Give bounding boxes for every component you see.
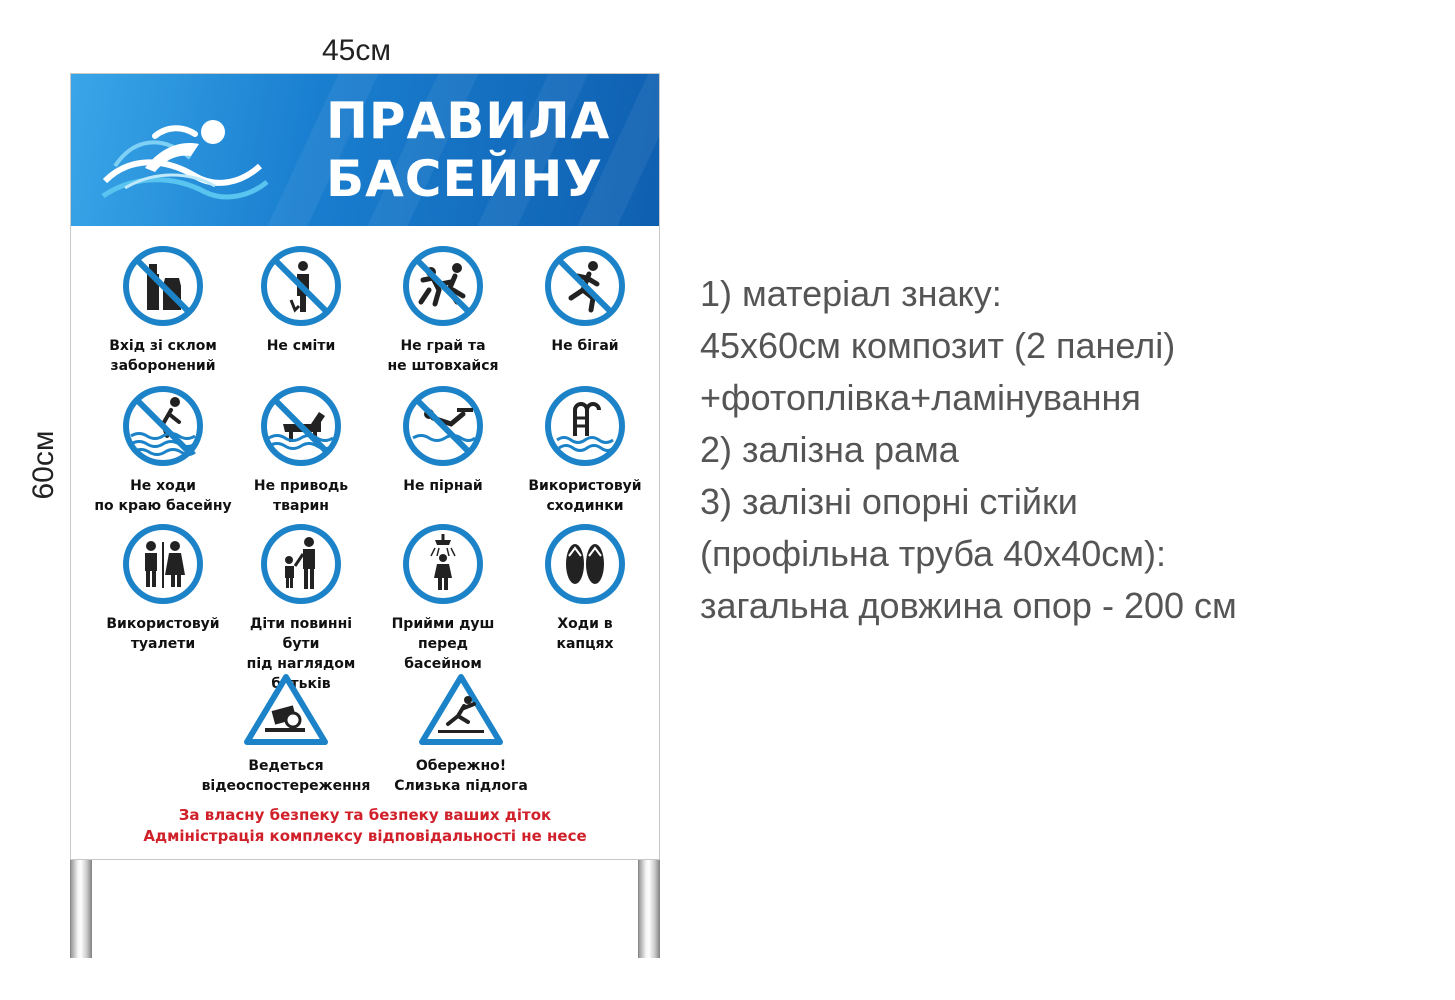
rule-label-line: Не пірнай	[403, 478, 483, 494]
warning-item	[186, 672, 386, 796]
swimmer-logo-icon	[95, 96, 275, 208]
rule-label-line: туалети	[130, 636, 196, 652]
title-line-1: ПРАВИЛА	[326, 92, 611, 150]
rule-item	[373, 244, 513, 376]
rule-label-line: батьків	[271, 676, 331, 692]
parent-child-icon	[259, 522, 343, 606]
warning-label-line: відеоспостереження	[201, 778, 371, 794]
no-animals-icon	[259, 384, 343, 468]
rule-label-line: Не сміти	[266, 338, 336, 354]
toilet-icon	[121, 522, 205, 606]
rule-item	[231, 384, 371, 516]
rule-label-line: Не ходи	[130, 478, 196, 494]
rule-item	[373, 522, 513, 674]
no-glass-bottle-icon	[121, 244, 205, 328]
left-post	[70, 858, 92, 958]
height-dimension-label: 60см	[27, 430, 60, 500]
shower-icon	[401, 522, 485, 606]
support-posts	[70, 858, 660, 958]
rule-label-line: Прийми душ	[391, 616, 495, 632]
rule-label-line: Ходи в	[557, 616, 613, 632]
rule-item	[93, 384, 233, 516]
rule-label-line: перед	[418, 636, 468, 652]
rule-label-line: капцях	[556, 636, 614, 652]
sign-title	[326, 92, 646, 208]
right-post	[638, 858, 660, 958]
rule-label-line: по краю басейну	[94, 498, 232, 514]
no-pushing-icon	[401, 244, 485, 328]
rule-label-line: заборонений	[110, 358, 216, 374]
slippery-floor-warning-icon	[418, 672, 504, 748]
rule-label-line: Використовуй	[106, 616, 220, 632]
warning-label-line: Обережно!	[415, 758, 507, 774]
spec-line: загальна довжина опор - 200 см	[700, 585, 1237, 626]
width-dimension-label: 45см	[322, 34, 391, 67]
warning-label-line: Слизька підлога	[394, 778, 528, 794]
warning-label-line: Ведеться	[248, 758, 324, 774]
disclaimer-line-1: За власну безпеку та безпеку ваших діток	[178, 806, 552, 824]
pool-rules-sign	[70, 73, 660, 860]
no-running-icon	[543, 244, 627, 328]
title-line-2: БАСЕЙНУ	[326, 150, 603, 208]
no-littering-icon	[259, 244, 343, 328]
rule-item	[231, 522, 371, 694]
rule-item	[515, 384, 655, 516]
spec-line: 45х60см композит (2 панелі)	[700, 325, 1176, 366]
warning-item	[361, 672, 561, 796]
rule-label-line: Не грай та	[400, 338, 486, 354]
rule-label-line: Використовуй	[528, 478, 642, 494]
rule-label-line: Вхід зі склом	[109, 338, 217, 354]
rule-item	[93, 522, 233, 654]
rule-label-line: сходинки	[546, 498, 624, 514]
sign-header	[71, 74, 659, 226]
spec-line: 2) залізна рама	[700, 429, 959, 470]
rule-label-line: не штовхайся	[387, 358, 499, 374]
rule-label-line: тварин	[273, 498, 329, 514]
spec-line: 3) залізні опорні стійки	[700, 481, 1078, 522]
rule-item	[515, 244, 655, 356]
no-edge-walking-icon	[121, 384, 205, 468]
rule-label-line: Діти повинні бути	[249, 616, 353, 652]
no-diving-icon	[401, 384, 485, 468]
rule-label-line: під наглядом	[246, 656, 356, 672]
rule-label-line: Не приводь	[253, 478, 349, 494]
liability-disclaimer	[71, 805, 659, 847]
rule-item	[515, 522, 655, 654]
rule-label-line: басейном	[404, 656, 482, 672]
spec-line: +фотоплівка+ламінування	[700, 377, 1141, 418]
disclaimer-line-2: Адміністрація комплексу відповідальності не несе	[143, 827, 587, 845]
spec-line: 1) матеріал знаку:	[700, 273, 1002, 314]
rule-item	[231, 244, 371, 356]
sign-specifications	[700, 268, 1440, 632]
rule-label-line: Не бігай	[551, 338, 619, 354]
flip-flops-icon	[543, 522, 627, 606]
rule-item	[373, 384, 513, 496]
cctv-warning-icon	[243, 672, 329, 748]
use-ladder-icon	[543, 384, 627, 468]
spec-line: (профільна труба 40х40см):	[700, 533, 1166, 574]
rule-item	[93, 244, 233, 376]
